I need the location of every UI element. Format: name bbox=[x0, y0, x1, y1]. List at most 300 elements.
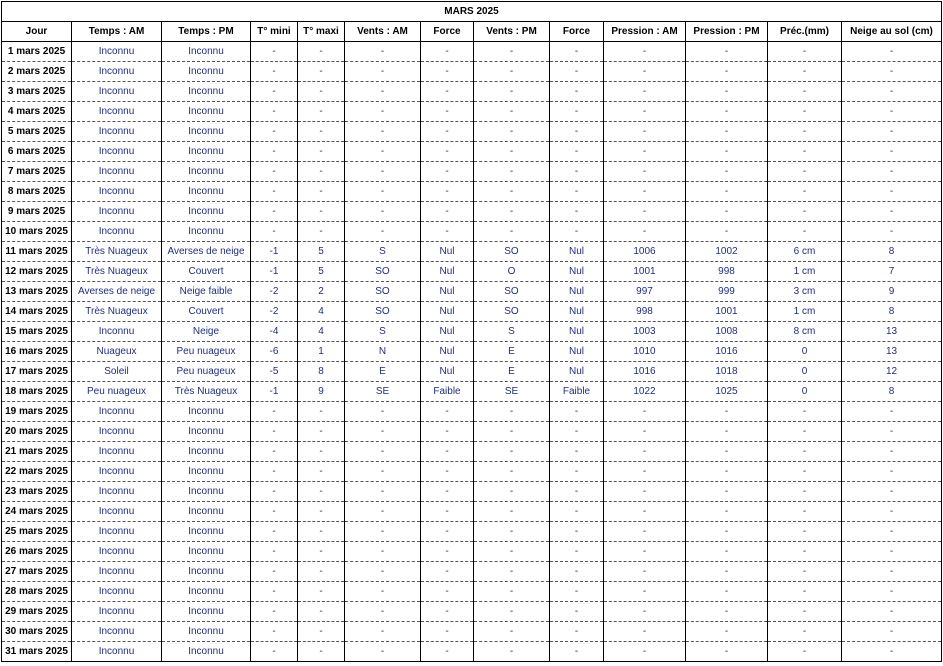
col-prec-cell[interactable]: 8 cm bbox=[768, 322, 842, 342]
col-temps-am-cell[interactable]: Inconnu bbox=[72, 202, 162, 222]
col-pression-am-cell[interactable]: - bbox=[604, 222, 686, 242]
col-vents-pm-cell[interactable]: - bbox=[474, 62, 550, 82]
col-prec-cell[interactable]: 0 bbox=[768, 382, 842, 402]
col-prec-cell[interactable]: - bbox=[768, 622, 842, 642]
col-t-maxi-cell[interactable]: 2 bbox=[298, 282, 345, 302]
col-jour-cell[interactable]: 6 mars 2025 bbox=[2, 142, 72, 162]
col-force-pm-cell[interactable]: - bbox=[550, 62, 604, 82]
col-t-maxi-cell[interactable]: 8 bbox=[298, 362, 345, 382]
col-temps-pm-header[interactable]: Temps : PM bbox=[162, 22, 251, 42]
col-force-am-cell[interactable]: - bbox=[421, 402, 474, 422]
col-pression-pm-cell[interactable]: 1025 bbox=[686, 382, 768, 402]
col-temps-am-cell[interactable]: Inconnu bbox=[72, 442, 162, 462]
col-vents-pm-cell[interactable]: - bbox=[474, 522, 550, 542]
col-prec-cell[interactable]: 1 cm bbox=[768, 302, 842, 322]
col-temps-am-cell[interactable]: Inconnu bbox=[72, 582, 162, 602]
col-force-am-cell[interactable]: - bbox=[421, 502, 474, 522]
col-t-mini-cell[interactable]: - bbox=[251, 602, 298, 622]
col-jour-cell[interactable]: 2 mars 2025 bbox=[2, 62, 72, 82]
col-prec-cell[interactable]: 1 cm bbox=[768, 262, 842, 282]
col-neige-cell[interactable]: 7 bbox=[842, 262, 942, 282]
col-pression-am-cell[interactable]: - bbox=[604, 502, 686, 522]
col-temps-pm-cell[interactable]: Neige bbox=[162, 322, 251, 342]
col-temps-am-cell[interactable]: Inconnu bbox=[72, 642, 162, 662]
col-pression-am-cell[interactable]: 1006 bbox=[604, 242, 686, 262]
col-force-am-cell[interactable]: Nul bbox=[421, 262, 474, 282]
col-pression-pm-cell[interactable]: - bbox=[686, 582, 768, 602]
col-vents-am-cell[interactable]: - bbox=[345, 562, 421, 582]
col-jour-cell[interactable]: 24 mars 2025 bbox=[2, 502, 72, 522]
col-pression-pm-cell[interactable]: - bbox=[686, 182, 768, 202]
col-force-am-cell[interactable]: - bbox=[421, 622, 474, 642]
col-temps-pm-cell[interactable]: Peu nuageux bbox=[162, 342, 251, 362]
col-t-mini-cell[interactable]: -5 bbox=[251, 362, 298, 382]
col-temps-pm-cell[interactable]: Couvert bbox=[162, 302, 251, 322]
col-vents-am-cell[interactable]: N bbox=[345, 342, 421, 362]
col-pression-am-cell[interactable]: 1010 bbox=[604, 342, 686, 362]
col-t-mini-cell[interactable]: - bbox=[251, 502, 298, 522]
col-jour-cell[interactable]: 29 mars 2025 bbox=[2, 602, 72, 622]
col-temps-am-cell[interactable]: Peu nuageux bbox=[72, 382, 162, 402]
col-pression-pm-cell[interactable]: 1008 bbox=[686, 322, 768, 342]
col-vents-pm-cell[interactable]: SO bbox=[474, 242, 550, 262]
col-neige-cell[interactable]: - bbox=[842, 182, 942, 202]
col-vents-pm-cell[interactable]: - bbox=[474, 602, 550, 622]
col-pression-pm-cell[interactable]: - bbox=[686, 602, 768, 622]
col-prec-header[interactable]: Préc.(mm) bbox=[768, 22, 842, 42]
col-pression-pm-cell[interactable]: - bbox=[686, 62, 768, 82]
col-neige-cell[interactable]: 12 bbox=[842, 362, 942, 382]
col-prec-cell[interactable]: - bbox=[768, 522, 842, 542]
col-vents-pm-cell[interactable]: SO bbox=[474, 282, 550, 302]
col-t-maxi-cell[interactable]: 9 bbox=[298, 382, 345, 402]
col-temps-pm-cell[interactable]: Averses de neige bbox=[162, 242, 251, 262]
col-force-pm-cell[interactable]: - bbox=[550, 562, 604, 582]
col-jour-cell[interactable]: 14 mars 2025 bbox=[2, 302, 72, 322]
col-prec-cell[interactable]: - bbox=[768, 482, 842, 502]
col-jour-cell[interactable]: 13 mars 2025 bbox=[2, 282, 72, 302]
col-t-mini-cell[interactable]: - bbox=[251, 142, 298, 162]
col-temps-pm-cell[interactable]: Inconnu bbox=[162, 562, 251, 582]
col-vents-am-cell[interactable]: - bbox=[345, 542, 421, 562]
col-vents-am-cell[interactable]: - bbox=[345, 502, 421, 522]
col-temps-pm-cell[interactable]: Inconnu bbox=[162, 222, 251, 242]
col-temps-am-cell[interactable]: Averses de neige bbox=[72, 282, 162, 302]
col-pression-pm-cell[interactable]: - bbox=[686, 522, 768, 542]
col-temps-am-cell[interactable]: Inconnu bbox=[72, 602, 162, 622]
col-pression-am-cell[interactable]: - bbox=[604, 202, 686, 222]
col-t-maxi-cell[interactable]: - bbox=[298, 502, 345, 522]
col-vents-am-cell[interactable]: - bbox=[345, 442, 421, 462]
col-pression-pm-cell[interactable]: - bbox=[686, 562, 768, 582]
col-force-pm-cell[interactable]: - bbox=[550, 142, 604, 162]
col-jour-cell[interactable]: 3 mars 2025 bbox=[2, 82, 72, 102]
col-pression-am-header[interactable]: Pression : AM bbox=[604, 22, 686, 42]
col-neige-cell[interactable]: - bbox=[842, 402, 942, 422]
col-neige-cell[interactable]: - bbox=[842, 602, 942, 622]
col-pression-pm-cell[interactable]: 999 bbox=[686, 282, 768, 302]
col-temps-pm-cell[interactable]: Inconnu bbox=[162, 582, 251, 602]
col-prec-cell[interactable]: - bbox=[768, 122, 842, 142]
col-force-pm-cell[interactable]: - bbox=[550, 502, 604, 522]
col-t-mini-cell[interactable]: - bbox=[251, 122, 298, 142]
col-force-pm-cell[interactable]: - bbox=[550, 82, 604, 102]
col-jour-cell[interactable]: 10 mars 2025 bbox=[2, 222, 72, 242]
col-vents-pm-cell[interactable]: SE bbox=[474, 382, 550, 402]
col-vents-pm-cell[interactable]: - bbox=[474, 42, 550, 62]
col-t-mini-cell[interactable]: - bbox=[251, 562, 298, 582]
col-t-maxi-cell[interactable]: 1 bbox=[298, 342, 345, 362]
col-pression-pm-cell[interactable]: 1016 bbox=[686, 342, 768, 362]
col-temps-pm-cell[interactable]: Inconnu bbox=[162, 162, 251, 182]
col-temps-pm-cell[interactable]: Inconnu bbox=[162, 542, 251, 562]
col-t-mini-cell[interactable]: - bbox=[251, 642, 298, 662]
col-pression-am-cell[interactable]: - bbox=[604, 402, 686, 422]
col-vents-pm-cell[interactable]: - bbox=[474, 102, 550, 122]
col-force-pm-cell[interactable]: - bbox=[550, 582, 604, 602]
col-neige-cell[interactable]: - bbox=[842, 582, 942, 602]
col-pression-am-cell[interactable]: - bbox=[604, 442, 686, 462]
col-force-am-cell[interactable]: Nul bbox=[421, 342, 474, 362]
col-temps-pm-cell[interactable]: Inconnu bbox=[162, 102, 251, 122]
col-jour-cell[interactable]: 11 mars 2025 bbox=[2, 242, 72, 262]
col-temps-am-cell[interactable]: Inconnu bbox=[72, 562, 162, 582]
col-temps-pm-cell[interactable]: Couvert bbox=[162, 262, 251, 282]
col-neige-cell[interactable]: - bbox=[842, 442, 942, 462]
col-pression-am-cell[interactable]: - bbox=[604, 542, 686, 562]
col-temps-am-cell[interactable]: Inconnu bbox=[72, 82, 162, 102]
col-temps-pm-cell[interactable]: Inconnu bbox=[162, 442, 251, 462]
col-pression-am-cell[interactable]: - bbox=[604, 182, 686, 202]
col-vents-am-cell[interactable]: - bbox=[345, 222, 421, 242]
col-force-pm-cell[interactable]: Nul bbox=[550, 302, 604, 322]
col-force-pm-cell[interactable]: - bbox=[550, 542, 604, 562]
col-pression-am-cell[interactable]: - bbox=[604, 482, 686, 502]
col-jour-cell[interactable]: 18 mars 2025 bbox=[2, 382, 72, 402]
col-pression-pm-cell[interactable]: - bbox=[686, 42, 768, 62]
col-temps-pm-cell[interactable]: Inconnu bbox=[162, 462, 251, 482]
col-temps-am-cell[interactable]: Inconnu bbox=[72, 322, 162, 342]
col-force-am-cell[interactable]: - bbox=[421, 222, 474, 242]
col-temps-am-cell[interactable]: Inconnu bbox=[72, 542, 162, 562]
col-pression-pm-cell[interactable]: - bbox=[686, 422, 768, 442]
col-temps-am-cell[interactable]: Inconnu bbox=[72, 142, 162, 162]
col-temps-am-cell[interactable]: Inconnu bbox=[72, 162, 162, 182]
col-prec-cell[interactable]: 6 cm bbox=[768, 242, 842, 262]
col-temps-am-cell[interactable]: Inconnu bbox=[72, 42, 162, 62]
col-force-am-cell[interactable]: - bbox=[421, 182, 474, 202]
col-t-mini-cell[interactable]: - bbox=[251, 222, 298, 242]
col-jour-cell[interactable]: 30 mars 2025 bbox=[2, 622, 72, 642]
col-neige-cell[interactable]: - bbox=[842, 622, 942, 642]
col-t-maxi-cell[interactable]: - bbox=[298, 442, 345, 462]
col-neige-cell[interactable]: - bbox=[842, 462, 942, 482]
col-neige-cell[interactable]: - bbox=[842, 502, 942, 522]
col-neige-cell[interactable]: - bbox=[842, 202, 942, 222]
col-t-mini-header[interactable]: T° mini bbox=[251, 22, 298, 42]
col-force-am-cell[interactable]: Faible bbox=[421, 382, 474, 402]
col-temps-pm-cell[interactable]: Inconnu bbox=[162, 42, 251, 62]
col-force-pm-cell[interactable]: - bbox=[550, 602, 604, 622]
col-pression-am-cell[interactable]: - bbox=[604, 422, 686, 442]
col-jour-cell[interactable]: 12 mars 2025 bbox=[2, 262, 72, 282]
col-jour-cell[interactable]: 1 mars 2025 bbox=[2, 42, 72, 62]
col-neige-cell[interactable]: - bbox=[842, 642, 942, 662]
col-temps-pm-cell[interactable]: Inconnu bbox=[162, 622, 251, 642]
col-force-pm-cell[interactable]: - bbox=[550, 642, 604, 662]
col-vents-am-cell[interactable]: - bbox=[345, 82, 421, 102]
col-prec-cell[interactable]: 3 cm bbox=[768, 282, 842, 302]
col-neige-cell[interactable]: 8 bbox=[842, 242, 942, 262]
col-t-mini-cell[interactable]: - bbox=[251, 102, 298, 122]
col-force-am-cell[interactable]: Nul bbox=[421, 322, 474, 342]
col-force-am-cell[interactable]: - bbox=[421, 102, 474, 122]
col-pression-pm-cell[interactable]: 1018 bbox=[686, 362, 768, 382]
col-jour-cell[interactable]: 28 mars 2025 bbox=[2, 582, 72, 602]
col-force-pm-cell[interactable]: - bbox=[550, 102, 604, 122]
col-pression-pm-cell[interactable]: - bbox=[686, 642, 768, 662]
col-temps-am-cell[interactable]: Inconnu bbox=[72, 62, 162, 82]
col-force-pm-cell[interactable]: Nul bbox=[550, 262, 604, 282]
col-t-mini-cell[interactable]: - bbox=[251, 522, 298, 542]
col-t-mini-cell[interactable]: - bbox=[251, 162, 298, 182]
col-t-mini-cell[interactable]: -2 bbox=[251, 302, 298, 322]
col-temps-am-cell[interactable]: Inconnu bbox=[72, 122, 162, 142]
col-t-mini-cell[interactable]: -6 bbox=[251, 342, 298, 362]
col-force-am-cell[interactable]: - bbox=[421, 462, 474, 482]
col-pression-am-cell[interactable]: - bbox=[604, 622, 686, 642]
col-temps-am-header[interactable]: Temps : AM bbox=[72, 22, 162, 42]
col-vents-pm-cell[interactable]: - bbox=[474, 642, 550, 662]
col-neige-cell[interactable]: - bbox=[842, 42, 942, 62]
col-prec-cell[interactable]: - bbox=[768, 562, 842, 582]
col-neige-cell[interactable]: - bbox=[842, 222, 942, 242]
col-temps-pm-cell[interactable]: Peu nuageux bbox=[162, 362, 251, 382]
col-t-mini-cell[interactable]: -1 bbox=[251, 242, 298, 262]
col-jour-cell[interactable]: 26 mars 2025 bbox=[2, 542, 72, 562]
col-pression-pm-header[interactable]: Pression : PM bbox=[686, 22, 768, 42]
col-temps-am-cell[interactable]: Inconnu bbox=[72, 462, 162, 482]
col-prec-cell[interactable]: - bbox=[768, 182, 842, 202]
col-force-am-cell[interactable]: Nul bbox=[421, 362, 474, 382]
col-t-maxi-cell[interactable]: - bbox=[298, 42, 345, 62]
col-temps-am-cell[interactable]: Très Nuageux bbox=[72, 302, 162, 322]
col-force-pm-header[interactable]: Force bbox=[550, 22, 604, 42]
col-vents-am-cell[interactable]: - bbox=[345, 42, 421, 62]
col-prec-cell[interactable]: - bbox=[768, 142, 842, 162]
col-pression-pm-cell[interactable]: - bbox=[686, 462, 768, 482]
col-t-maxi-cell[interactable]: - bbox=[298, 482, 345, 502]
col-jour-cell[interactable]: 9 mars 2025 bbox=[2, 202, 72, 222]
col-temps-am-cell[interactable]: Inconnu bbox=[72, 102, 162, 122]
col-t-maxi-cell[interactable]: - bbox=[298, 222, 345, 242]
col-temps-am-cell[interactable]: Très Nuageux bbox=[72, 242, 162, 262]
col-neige-cell[interactable]: - bbox=[842, 482, 942, 502]
col-pression-pm-cell[interactable]: - bbox=[686, 502, 768, 522]
col-vents-am-cell[interactable]: - bbox=[345, 182, 421, 202]
col-pression-pm-cell[interactable]: 1001 bbox=[686, 302, 768, 322]
col-temps-am-cell[interactable]: Inconnu bbox=[72, 222, 162, 242]
col-jour-cell[interactable]: 8 mars 2025 bbox=[2, 182, 72, 202]
col-force-pm-cell[interactable]: Nul bbox=[550, 242, 604, 262]
col-temps-am-cell[interactable]: Inconnu bbox=[72, 182, 162, 202]
col-prec-cell[interactable]: - bbox=[768, 422, 842, 442]
col-vents-pm-cell[interactable]: - bbox=[474, 402, 550, 422]
col-temps-am-cell[interactable]: Inconnu bbox=[72, 522, 162, 542]
col-force-am-cell[interactable]: Nul bbox=[421, 242, 474, 262]
col-pression-am-cell[interactable]: - bbox=[604, 162, 686, 182]
col-t-mini-cell[interactable]: -1 bbox=[251, 382, 298, 402]
col-t-maxi-cell[interactable]: - bbox=[298, 82, 345, 102]
col-force-am-cell[interactable]: - bbox=[421, 582, 474, 602]
col-prec-cell[interactable]: - bbox=[768, 542, 842, 562]
col-temps-pm-cell[interactable]: Inconnu bbox=[162, 142, 251, 162]
col-vents-pm-header[interactable]: Vents : PM bbox=[474, 22, 550, 42]
col-t-maxi-cell[interactable]: - bbox=[298, 602, 345, 622]
col-vents-pm-cell[interactable]: - bbox=[474, 562, 550, 582]
col-vents-am-header[interactable]: Vents : AM bbox=[345, 22, 421, 42]
col-prec-cell[interactable]: - bbox=[768, 222, 842, 242]
col-vents-am-cell[interactable]: - bbox=[345, 422, 421, 442]
col-pression-pm-cell[interactable]: - bbox=[686, 402, 768, 422]
col-prec-cell[interactable]: - bbox=[768, 502, 842, 522]
col-t-maxi-cell[interactable]: - bbox=[298, 582, 345, 602]
col-pression-pm-cell[interactable]: - bbox=[686, 222, 768, 242]
col-force-am-cell[interactable]: - bbox=[421, 542, 474, 562]
col-force-pm-cell[interactable]: - bbox=[550, 162, 604, 182]
col-vents-pm-cell[interactable]: - bbox=[474, 622, 550, 642]
col-vents-am-cell[interactable]: - bbox=[345, 582, 421, 602]
col-t-maxi-cell[interactable]: - bbox=[298, 462, 345, 482]
col-t-mini-cell[interactable]: -4 bbox=[251, 322, 298, 342]
col-vents-pm-cell[interactable]: - bbox=[474, 482, 550, 502]
col-force-pm-cell[interactable]: Nul bbox=[550, 282, 604, 302]
col-temps-am-cell[interactable]: Inconnu bbox=[72, 622, 162, 642]
col-vents-am-cell[interactable]: - bbox=[345, 462, 421, 482]
col-t-mini-cell[interactable]: - bbox=[251, 482, 298, 502]
col-jour-cell[interactable]: 22 mars 2025 bbox=[2, 462, 72, 482]
col-pression-pm-cell[interactable]: - bbox=[686, 102, 768, 122]
col-vents-am-cell[interactable]: - bbox=[345, 62, 421, 82]
col-t-mini-cell[interactable]: -1 bbox=[251, 262, 298, 282]
col-t-mini-cell[interactable]: - bbox=[251, 402, 298, 422]
col-temps-pm-cell[interactable]: Inconnu bbox=[162, 602, 251, 622]
col-prec-cell[interactable]: - bbox=[768, 402, 842, 422]
col-vents-pm-cell[interactable]: - bbox=[474, 82, 550, 102]
col-force-pm-cell[interactable]: - bbox=[550, 182, 604, 202]
col-temps-pm-cell[interactable]: Inconnu bbox=[162, 62, 251, 82]
col-neige-cell[interactable]: - bbox=[842, 62, 942, 82]
col-t-mini-cell[interactable]: - bbox=[251, 442, 298, 462]
col-vents-pm-cell[interactable]: E bbox=[474, 342, 550, 362]
col-neige-cell[interactable]: - bbox=[842, 102, 942, 122]
col-temps-am-cell[interactable]: Inconnu bbox=[72, 422, 162, 442]
col-force-am-cell[interactable]: - bbox=[421, 202, 474, 222]
col-force-pm-cell[interactable]: Nul bbox=[550, 342, 604, 362]
col-t-mini-cell[interactable]: - bbox=[251, 582, 298, 602]
col-vents-am-cell[interactable]: - bbox=[345, 142, 421, 162]
col-pression-am-cell[interactable]: 998 bbox=[604, 302, 686, 322]
col-force-am-cell[interactable]: - bbox=[421, 82, 474, 102]
col-prec-cell[interactable]: - bbox=[768, 82, 842, 102]
col-t-maxi-cell[interactable]: 5 bbox=[298, 242, 345, 262]
col-prec-cell[interactable]: 0 bbox=[768, 342, 842, 362]
col-force-am-cell[interactable]: - bbox=[421, 62, 474, 82]
col-force-am-cell[interactable]: - bbox=[421, 562, 474, 582]
col-pression-am-cell[interactable]: - bbox=[604, 122, 686, 142]
col-neige-cell[interactable]: - bbox=[842, 162, 942, 182]
col-vents-pm-cell[interactable]: S bbox=[474, 322, 550, 342]
col-force-pm-cell[interactable]: - bbox=[550, 42, 604, 62]
col-force-pm-cell[interactable]: - bbox=[550, 622, 604, 642]
col-force-am-cell[interactable]: - bbox=[421, 442, 474, 462]
col-prec-cell[interactable]: - bbox=[768, 42, 842, 62]
col-pression-am-cell[interactable]: 1022 bbox=[604, 382, 686, 402]
col-vents-am-cell[interactable]: - bbox=[345, 622, 421, 642]
col-neige-header[interactable]: Neige au sol (cm) bbox=[842, 22, 942, 42]
col-temps-pm-cell[interactable]: Inconnu bbox=[162, 402, 251, 422]
col-temps-pm-cell[interactable]: Inconnu bbox=[162, 642, 251, 662]
col-pression-pm-cell[interactable]: - bbox=[686, 162, 768, 182]
col-pression-pm-cell[interactable]: - bbox=[686, 122, 768, 142]
col-pression-am-cell[interactable]: - bbox=[604, 462, 686, 482]
col-prec-cell[interactable]: - bbox=[768, 202, 842, 222]
col-force-pm-cell[interactable]: - bbox=[550, 202, 604, 222]
col-force-pm-cell[interactable]: - bbox=[550, 402, 604, 422]
col-force-pm-cell[interactable]: - bbox=[550, 422, 604, 442]
col-vents-pm-cell[interactable]: E bbox=[474, 362, 550, 382]
col-vents-pm-cell[interactable]: - bbox=[474, 122, 550, 142]
col-temps-pm-cell[interactable]: Très Nuageux bbox=[162, 382, 251, 402]
col-prec-cell[interactable]: - bbox=[768, 462, 842, 482]
col-temps-am-cell[interactable]: Inconnu bbox=[72, 402, 162, 422]
col-jour-cell[interactable]: 27 mars 2025 bbox=[2, 562, 72, 582]
col-jour-cell[interactable]: 31 mars 2025 bbox=[2, 642, 72, 662]
col-pression-am-cell[interactable]: 997 bbox=[604, 282, 686, 302]
col-pression-pm-cell[interactable]: - bbox=[686, 442, 768, 462]
col-vents-pm-cell[interactable]: - bbox=[474, 162, 550, 182]
col-temps-am-cell[interactable]: Soleil bbox=[72, 362, 162, 382]
col-force-am-cell[interactable]: - bbox=[421, 422, 474, 442]
col-pression-pm-cell[interactable]: - bbox=[686, 542, 768, 562]
col-force-pm-cell[interactable]: Nul bbox=[550, 322, 604, 342]
col-pression-am-cell[interactable]: - bbox=[604, 42, 686, 62]
col-t-maxi-cell[interactable]: 4 bbox=[298, 322, 345, 342]
col-vents-am-cell[interactable]: - bbox=[345, 522, 421, 542]
col-t-maxi-cell[interactable]: - bbox=[298, 562, 345, 582]
col-temps-pm-cell[interactable]: Inconnu bbox=[162, 422, 251, 442]
col-vents-am-cell[interactable]: E bbox=[345, 362, 421, 382]
col-t-maxi-header[interactable]: T° maxi bbox=[298, 22, 345, 42]
col-temps-pm-cell[interactable]: Inconnu bbox=[162, 502, 251, 522]
col-t-maxi-cell[interactable]: - bbox=[298, 402, 345, 422]
col-force-pm-cell[interactable]: - bbox=[550, 122, 604, 142]
col-pression-pm-cell[interactable]: 1002 bbox=[686, 242, 768, 262]
col-temps-am-cell[interactable]: Inconnu bbox=[72, 482, 162, 502]
col-prec-cell[interactable]: - bbox=[768, 162, 842, 182]
col-force-am-cell[interactable]: - bbox=[421, 42, 474, 62]
col-jour-cell[interactable]: 17 mars 2025 bbox=[2, 362, 72, 382]
col-pression-am-cell[interactable]: - bbox=[604, 602, 686, 622]
col-force-pm-cell[interactable]: Faible bbox=[550, 382, 604, 402]
col-temps-pm-cell[interactable]: Inconnu bbox=[162, 202, 251, 222]
col-force-am-cell[interactable]: - bbox=[421, 522, 474, 542]
col-vents-pm-cell[interactable]: - bbox=[474, 202, 550, 222]
col-vents-pm-cell[interactable]: - bbox=[474, 222, 550, 242]
col-t-maxi-cell[interactable]: - bbox=[298, 622, 345, 642]
col-pression-am-cell[interactable]: - bbox=[604, 62, 686, 82]
col-force-am-cell[interactable]: - bbox=[421, 162, 474, 182]
